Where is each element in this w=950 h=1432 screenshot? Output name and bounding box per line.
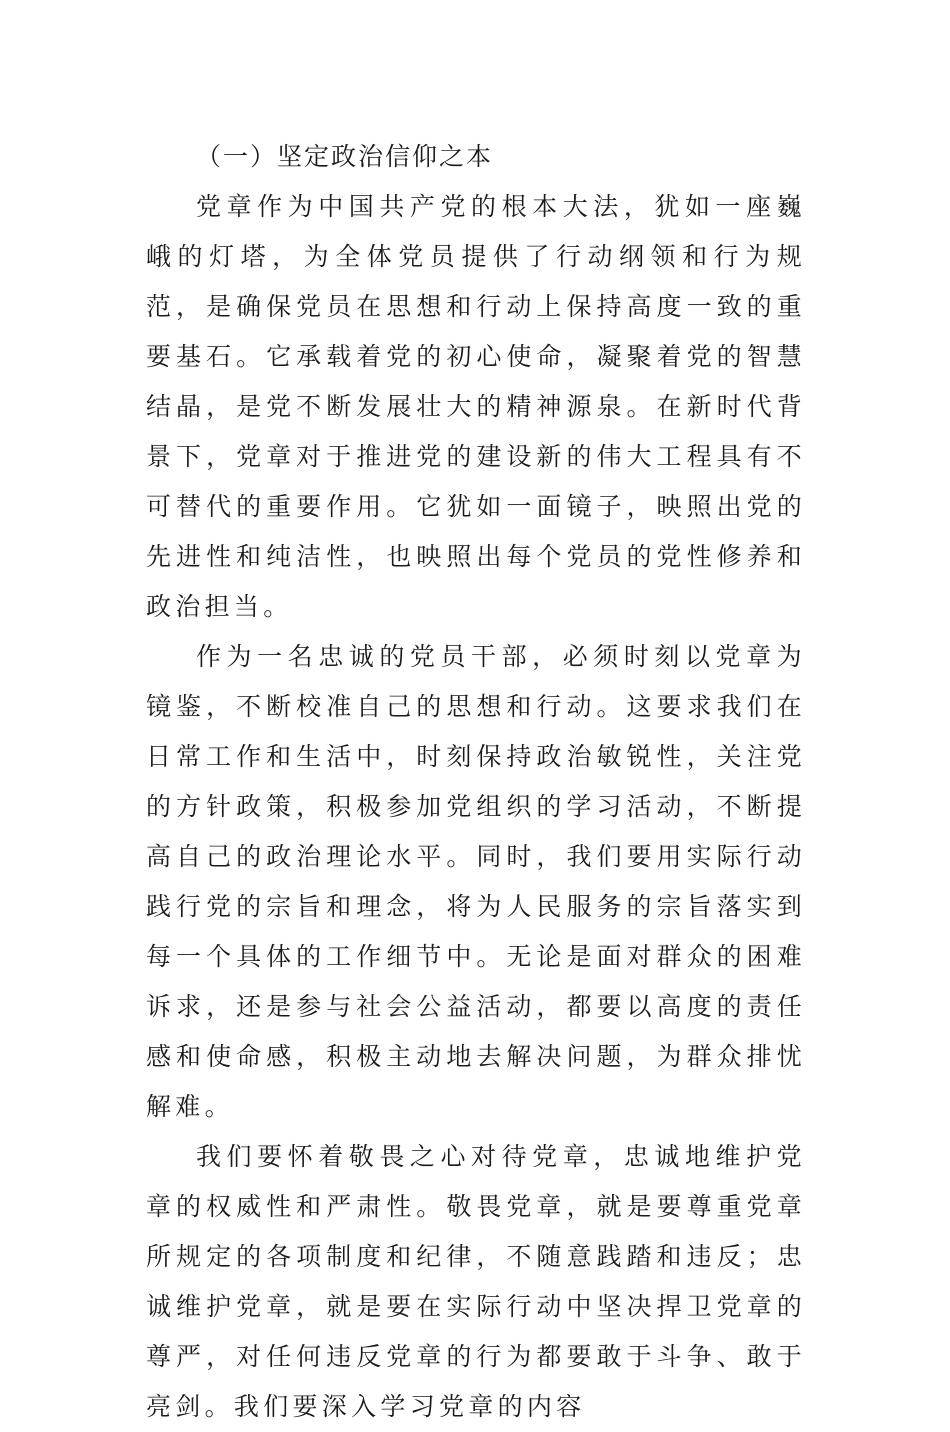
- paragraph-2: 作为一名忠诚的党员干部，必须时刻以党章为镜鉴，不断校准自己的思想和行动。这要求我们在日常工作和生活中，时刻保持政治敏锐性，关注党的方针政策，积极参加党组织的学习活动，不断提高自己的政治理论水平。同时，我们要用实际行动践行党的宗旨和理念，将为人民服务的宗旨落实到每一个具体的工作细节中。无论是面对群众的困难诉求，还是参与社会公益活动，都要以高度的责任感和使命感，积极主动地去解决问题，为群众排忧解难。: [146, 642, 806, 1121]
- document-body: [146, 132, 806, 1432]
- section-heading: （一）坚定政治信仰之本: [196, 142, 494, 171]
- paragraph-1: 党章作为中国共产党的根本大法，犹如一座巍峨的灯塔，为全体党员提供了行动纲领和行为规范，是确保党员在思想和行动上保持高度一致的重要基石。它承载着党的初心使命，凝聚着党的智慧结晶，是党不断发展壮大的精神源泉。在新时代背景下，党章对于推进党的建设新的伟大工程具有不可替代的重要作用。它犹如一面镜子，映照出党的先进性和纯洁性，也映照出每个党员的党性修养和政治担当。: [146, 192, 806, 621]
- paragraph-3: 我们要怀着敬畏之心对待党章，忠诚地维护党章的权威性和严肃性。敬畏党章，就是要尊重党章所规定的各项制度和纪律，不随意践踏和违反；忠诚维护党章，就是要在实际行动中坚决捍卫党章的尊严，对任何违反党章的行为都要敢于斗争、敢于亮剑。我们要深入学习党章的内容: [146, 1142, 806, 1421]
